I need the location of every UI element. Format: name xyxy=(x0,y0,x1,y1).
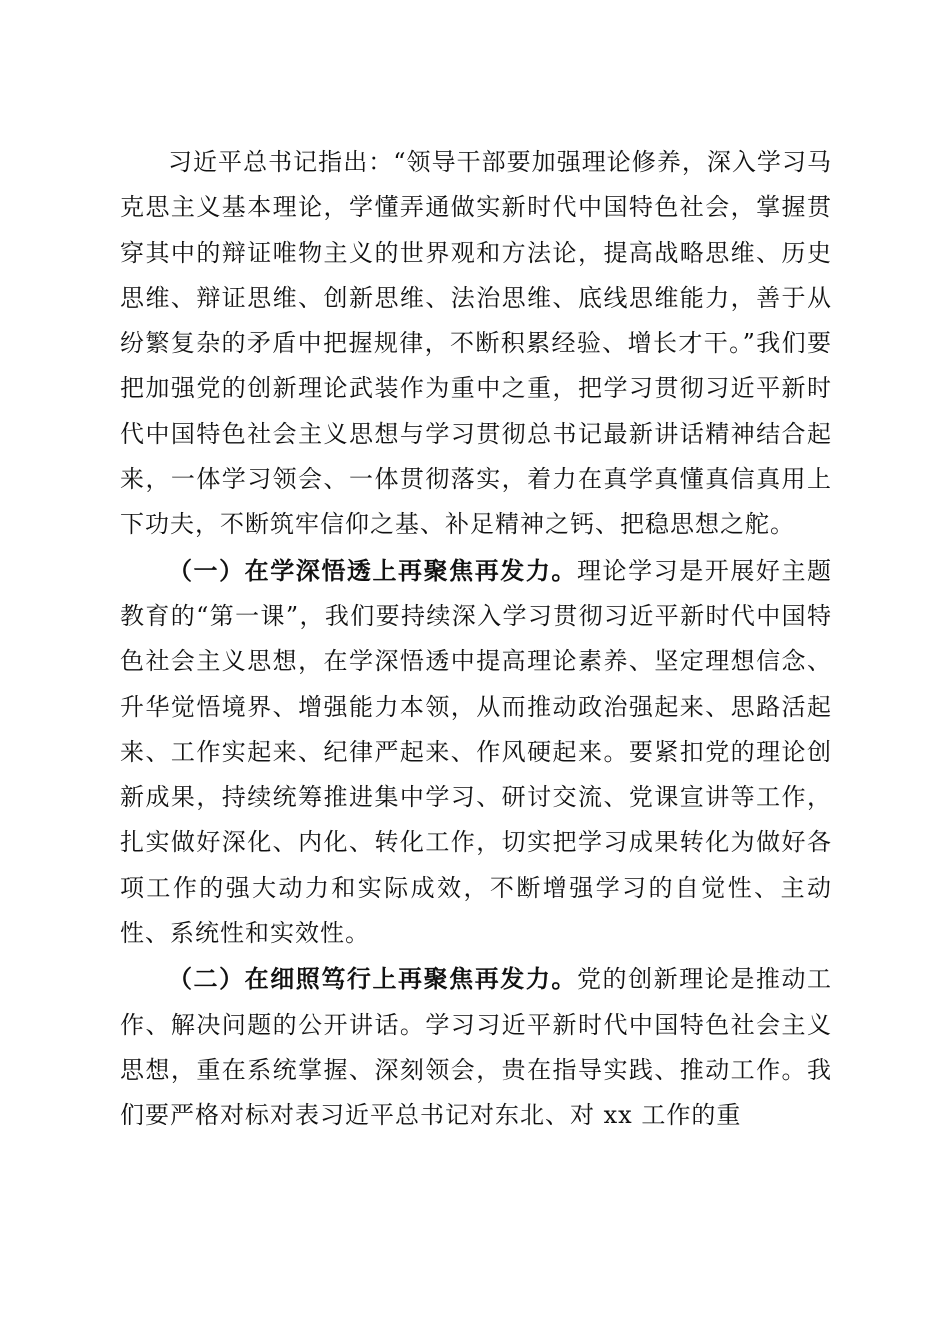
section-2-text: 党的创新理论是推动工作、解决问题的公开讲话。学习习近平新时代中国特色社会主义思想，重在系统掌握、深刻领会，贵在指导实践、推动工作。我们要严格对标对表习近平总书记对东北、对 xx 工作的重 xyxy=(120,965,833,1130)
paragraph-section-1 xyxy=(120,548,832,957)
paragraph-intro xyxy=(120,140,832,548)
document-body xyxy=(120,140,832,1139)
section-2-heading: （二）在细照笃行上再聚焦再发力。 xyxy=(168,964,577,994)
section-1-heading: （一）在学深悟透上再聚焦再发力。 xyxy=(168,555,577,585)
section-1-text: 理论学习是开展好主题教育的“第一课”，我们要持续深入学习贯彻习近平新时代中国特色社会主义思想，在学深悟透中提高理论素养、坚定理想信念、升华觉悟境界、增强能力本领，从而推动政治强起来、思路活起来、工作实起来、纪律严起来、作风硬起来。要紧扣党的理论创新成果，持续统筹推进集中学习、研讨交流、党课宣讲等工作，扎实做好深化、内化、转化工作，切实把学习成果转化为做好各项工作的强大动力和实际成效，不断增强学习的自觉性、主动性、系统性和实效性。 xyxy=(120,556,833,948)
paragraph-intro-text: 习近平总书记指出：“领导干部要加强理论修养，深入学习马克思主义基本理论，学懂弄通做实新时代中国特色社会，掌握贯穿其中的辩证唯物主义的世界观和方法论，提高战略思维、历史思维、辩证思维、创新思维、法治思维、底线思维能力，善于从纷繁复杂的矛盾中把握规律，不断积累经验、增长才干。”我们要把加强党的创新理论武装作为重中之重，把学习贯彻习近平新时代中国特色社会主义思想与学习贯彻总书记最新讲话精神结合起来，一体学习领会、一体贯彻落实，着力在真学真懂真信真用上下功夫，不断筑牢信仰之基、补足精神之钙、把稳思想之舵。 xyxy=(120,148,832,539)
paragraph-section-2 xyxy=(120,956,832,1138)
